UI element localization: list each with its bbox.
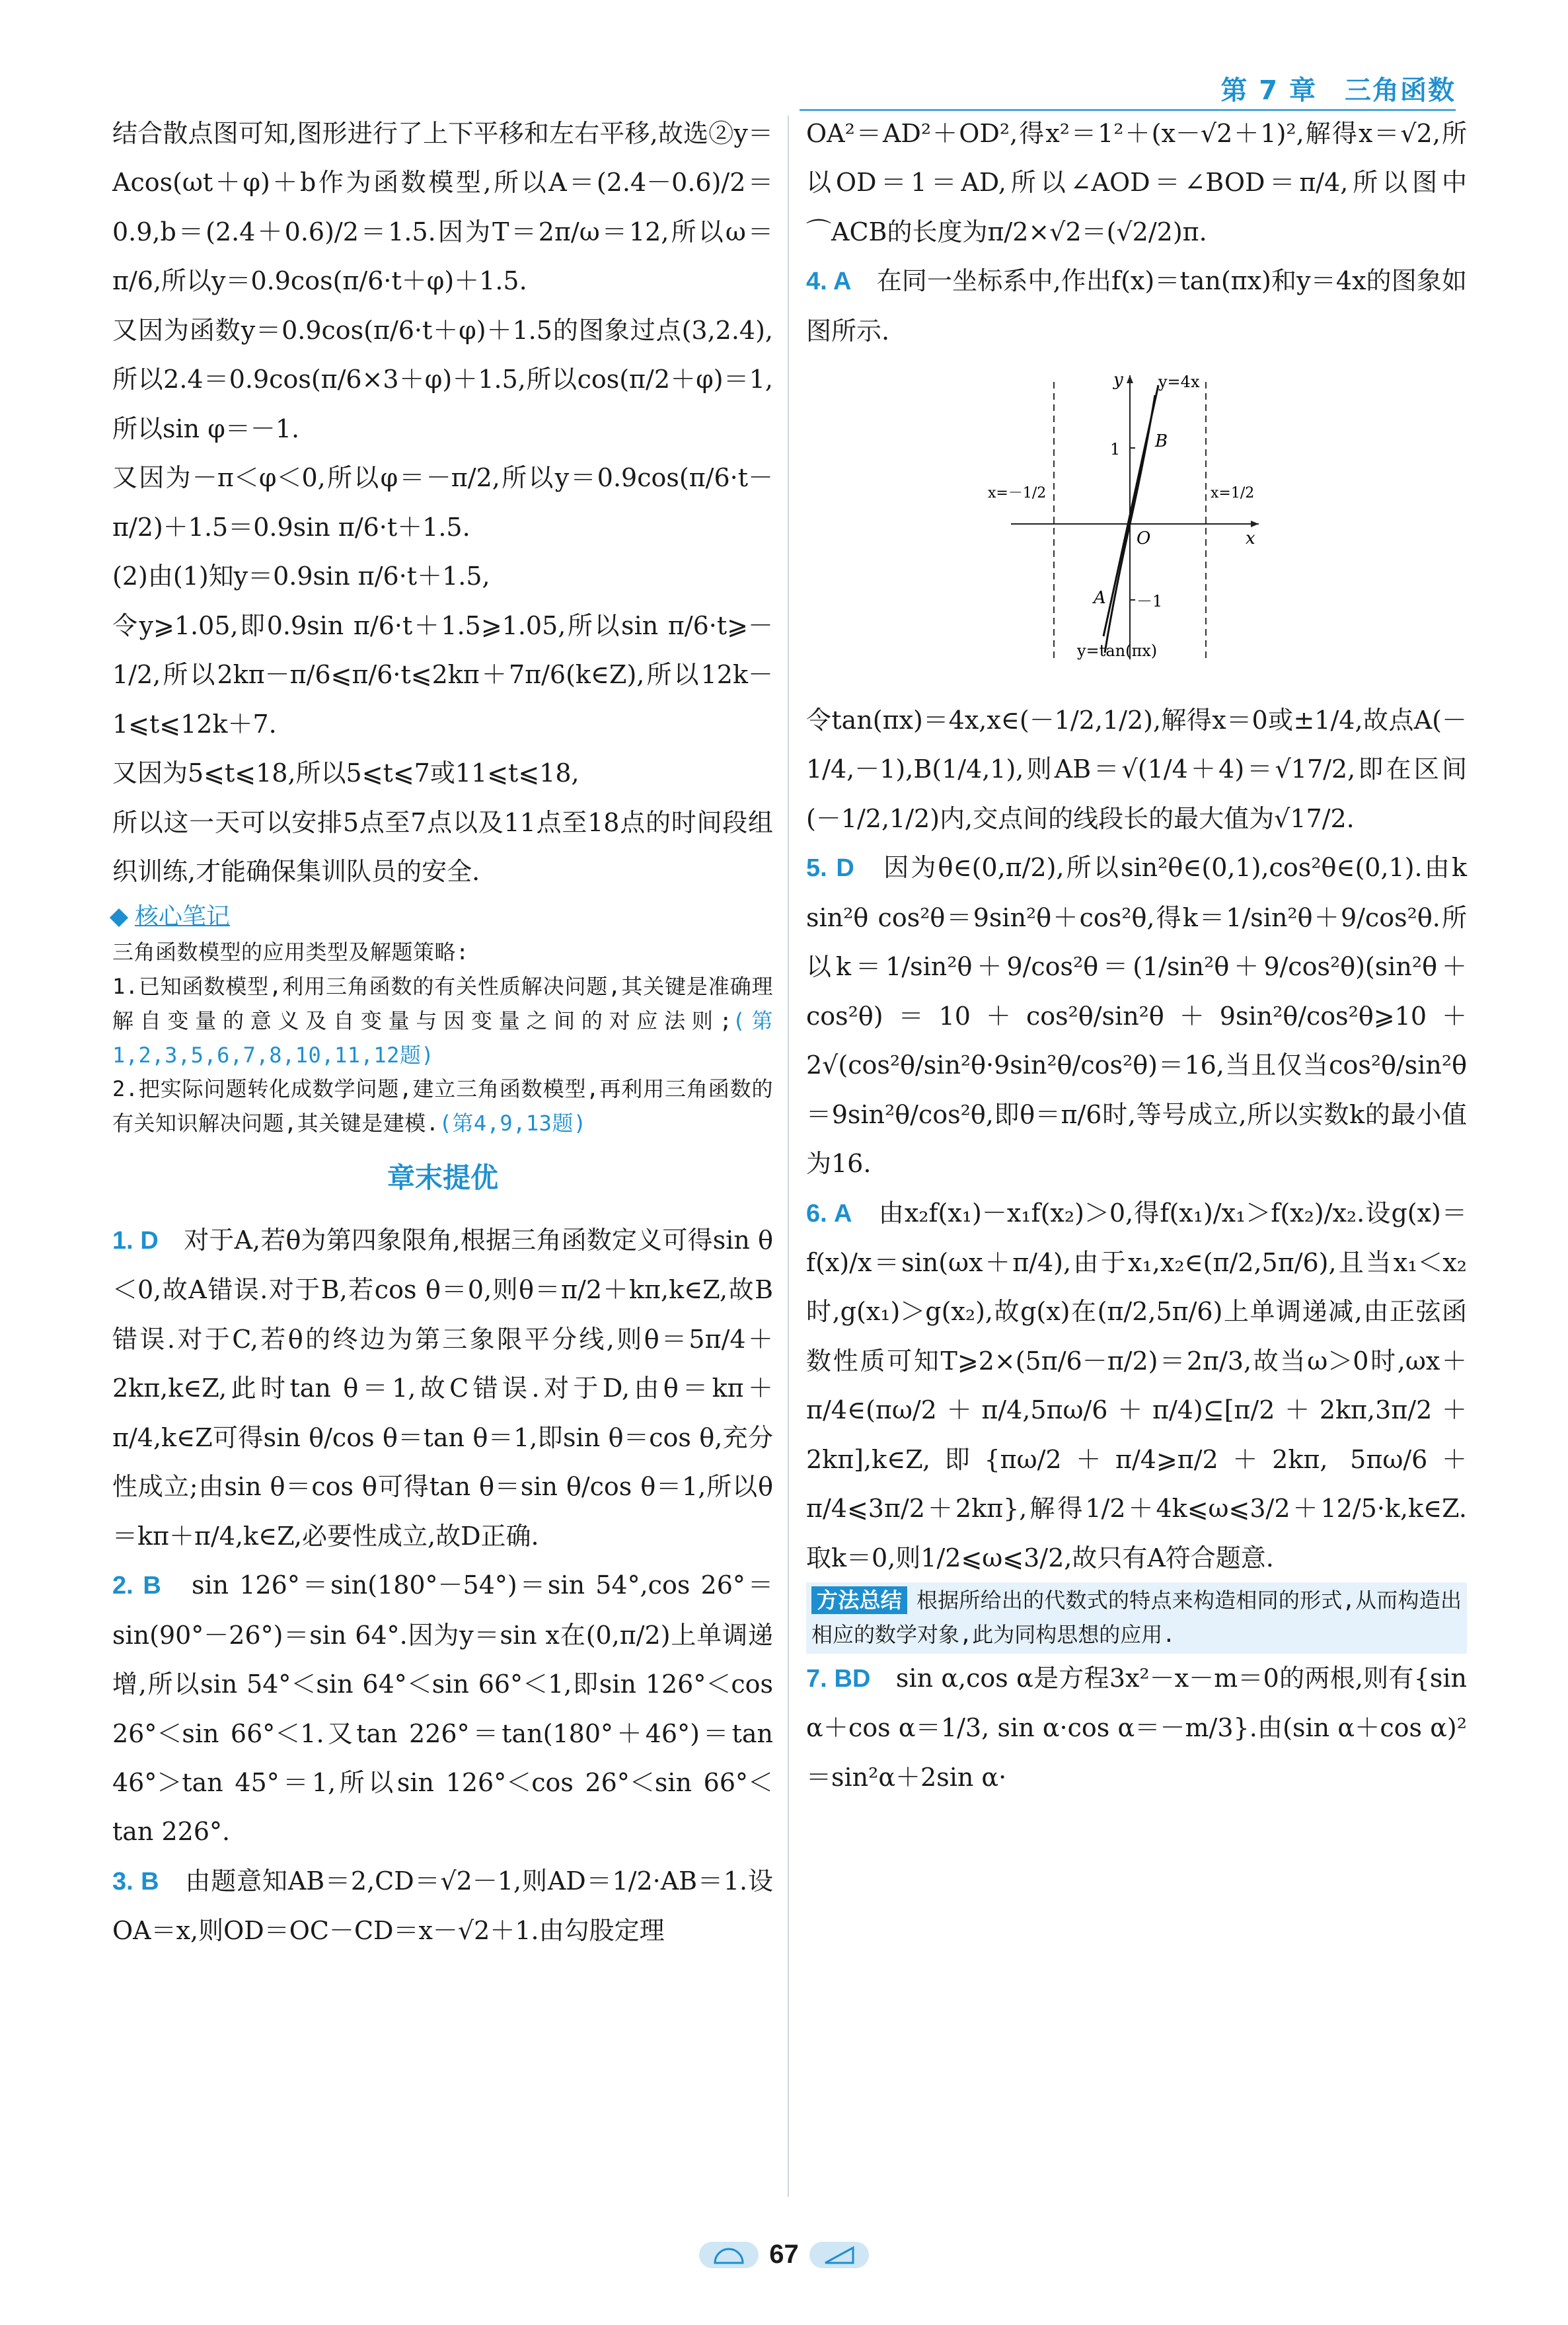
q3-continued: OA²＝AD²＋OD²,得x²＝1²＋(x－√2＋1)²,解得x＝√2,所以OD＝1＝AD,所以∠AOD＝∠BOD＝π/4,所以图中⌒ACB的长度为π/2×√2＝(√2/2)π.	[806, 119, 1467, 246]
q1-answer	[112, 1216, 773, 1561]
left-column	[112, 109, 773, 1956]
y-label: y	[1113, 370, 1123, 390]
method-summary	[806, 1582, 1467, 1654]
x-axis-arrow	[1251, 521, 1259, 527]
chapter-header: 第 7 章 三角函数	[1220, 75, 1456, 106]
core-note-title: 核心笔记	[135, 903, 231, 930]
q7-label: 7. BD	[806, 1664, 871, 1693]
set-square-icon	[809, 2242, 869, 2268]
q4-answer	[806, 256, 1467, 355]
right-asym-label: x=1/2	[1211, 485, 1255, 502]
tan-graph	[806, 362, 1467, 682]
left-asym-label: x=－1/2	[988, 485, 1047, 502]
core-note-body	[112, 936, 773, 1141]
q4-text: 在同一坐标系中,作出f(x)＝tan(πx)和y＝4x的图象如图所示.	[806, 266, 1467, 346]
tick-neg-label: －1	[1137, 592, 1163, 611]
point-a-label: A	[1094, 588, 1106, 609]
q5-label: 5. D	[806, 854, 854, 883]
tan-label: y=tan(πx)	[1077, 642, 1158, 661]
y-axis-arrow	[1127, 375, 1133, 383]
q5-answer	[806, 843, 1467, 1188]
x-label: x	[1246, 529, 1255, 549]
q6-text: 由x₂f(x₁)－x₁f(x₂)＞0,得f(x₁)/x₁＞f(x₂)/x₂.设g(x)＝f(x)/x＝sin(ωx＋π/4),由于x₁,x₂∈(π/2,5π/6),且当x₁＜x₂时,g(x₁)＞g(x₂),故g(x)在(π/2,5π/6)上单调递减,由正弦函数性质可知T⩾2×(5π/6－π/2)＝2π/3,故当ω＞0时,ωx＋π/4∈(πω/2＋π/4,5πω/6＋π/4)⊆[π/2＋2kπ,3π/2＋2kπ],k∈Z,即{πω/2＋π/4⩾π/2＋2kπ, 5πω/6＋π/4⩽3π/2＋2kπ},解得1/2＋4k⩽ω⩽3/2＋12/5·k,k∈Z.取k＝0,则1/2⩽ω⩽3/2,故只有A符合题意.	[806, 1198, 1467, 1572]
protractor-icon	[699, 2242, 759, 2268]
q4-label: 4. A	[806, 268, 852, 296]
core-note-line: 1.已知函数模型,利用三角函数的有关性质解决问题,其关键是准确理解自变量的意义及自变量与因变量之间的对应法则;(第1,2,3,5,6,7,8,10,11,12题)	[112, 973, 773, 1068]
tan-graph-svg	[988, 362, 1269, 666]
q7-text: sin α,cos α是方程3x²－x－m＝0的两根,则有{sin α＋cos α＝1/3, sin α·cos α＝－m/3}.由(sin α＋cos α)²＝sin²α＋2sin α·	[806, 1663, 1467, 1792]
q-solution-part1: 结合散点图可知,图形进行了上下平移和左右平移,故选②y＝Acos(ωt＋φ)＋b作为函数模型,所以A＝(2.4－0.6)/2＝0.9,b＝(2.4＋0.6)/2＝1.5.因为T＝2π/ω＝12,所以ω＝π/6,所以y＝0.9cos(π/6·t＋φ)＋1.5.	[112, 119, 773, 296]
q-solution-part2: 又因为函数y＝0.9cos(π/6·t＋φ)＋1.5的图象过点(3,2.4),所以2.4＝0.9cos(π/6×3＋φ)＋1.5,所以cos(π/2＋φ)＝1,所以sin φ＝－1.	[112, 315, 773, 443]
right-column	[806, 109, 1467, 1802]
q7-answer	[806, 1654, 1467, 1802]
q3-answer	[112, 1857, 773, 1956]
q2-label: 2. B	[112, 1572, 161, 1600]
tick-pos-label: 1	[1110, 440, 1121, 459]
q3-text: 由题意知AB＝2,CD＝√2－1,则AD＝1/2·AB＝1.设OA＝x,则OD＝OC－CD＝x－√2＋1.由勾股定理	[112, 1866, 773, 1946]
section-title: 章末提优	[387, 1162, 498, 1195]
method-text: 根据所给出的代数式的特点来构造相同的形式,从而构造出相应的数学对象,此为同构思想的应用.	[811, 1588, 1462, 1648]
q-solution-part6: 又因为5⩽t⩽18,所以5⩽t⩽7或11⩽t⩽18,	[112, 758, 579, 788]
method-tag: 方法总结	[811, 1586, 907, 1614]
q-solution-part4: (2)由(1)知y＝0.9sin π/6·t＋1.5,	[112, 562, 490, 591]
page-footer	[0, 2240, 1568, 2270]
diamond-icon	[110, 908, 128, 926]
q4-continued: 令tan(πx)＝4x,x∈(－1/2,1/2),解得x＝0或±1/4,故点A(－1/4,－1),B(1/4,1),则AB＝√(1/4＋4)＝√17/2,即在区间(－1/2,1/2)内,交点间的线段长的最大值为√17/2.	[806, 705, 1467, 833]
q6-answer	[806, 1189, 1467, 1583]
core-note-line: 三角函数模型的应用类型及解题策略:	[112, 940, 469, 965]
q1-text: 对于A,若θ为第四象限角,根据三角函数定义可得sin θ＜0,故A错误.对于B,若cos θ＝0,则θ＝π/2＋kπ,k∈Z,故B错误.对于C,若θ的终边为第三象限平分线,则θ＝5π/4＋2kπ,k∈Z,此时tan θ＝1,故C错误.对于D,由θ＝kπ＋π/4,k∈Z可得sin θ/cos θ＝tan θ＝1,即sin θ＝cos θ,充分性成立;由sin θ＝cos θ可得tan θ＝sin θ/cos θ＝1,所以θ＝kπ＋π/4,k∈Z,必要性成立,故D正确.	[112, 1225, 773, 1551]
q5-text: 因为θ∈(0,π/2),所以sin²θ∈(0,1),cos²θ∈(0,1).由k sin²θ cos²θ＝9sin²θ＋cos²θ,得k＝1/sin²θ＋9/cos²θ.所以k＝1/sin²θ＋9/cos²θ＝(1/sin²θ＋9/cos²θ)(sin²θ＋cos²θ)＝10＋cos²θ/sin²θ＋9sin²θ/cos²θ⩾10＋2√(cos²θ/sin²θ·9sin²θ/cos²θ)＝16,当且仅当cos²θ/sin²θ＝9sin²θ/cos²θ,即θ＝π/6时,等号成立,所以实数k的最小值为16.	[806, 853, 1467, 1179]
q-solution-part3: 又因为－π＜φ＜0,所以φ＝－π/2,所以y＝0.9cos(π/6·t－π/2)＋1.5＝0.9sin π/6·t＋1.5.	[112, 463, 773, 542]
origin-label: O	[1137, 529, 1151, 549]
q6-label: 6. A	[806, 1199, 852, 1228]
column-divider	[788, 116, 789, 2197]
q3-label: 3. B	[112, 1867, 159, 1896]
point-b-label: B	[1155, 431, 1168, 452]
q2-text: sin 126°＝sin(180°－54°)＝sin 54°,cos 26°＝sin(90°－26°)＝sin 64°.因为y＝sin x在(0,π/2)上单调递增,所以sin 54°＜sin 64°＜sin 66°＜1,即sin 126°＜cos 26°＜sin 66°＜1.又tan 226°＝tan(180°＋46°)＝tan 46°＞tan 45°＝1,所以sin 126°＜cos 26°＜sin 66°＜tan 226°.	[112, 1570, 773, 1847]
line-label: y=4x	[1158, 373, 1200, 392]
q-solution-part5: 令y⩾1.05,即0.9sin π/6·t＋1.5⩾1.05,所以sin π/6·t⩾－1/2,所以2kπ－π/6⩽π/6·t⩽2kπ＋7π/6(k∈Z),所以12k－1⩽t⩽12k＋7.	[112, 610, 773, 739]
q1-label: 1. D	[112, 1226, 159, 1255]
q2-answer	[112, 1561, 773, 1857]
page-number: 67	[769, 2240, 799, 2269]
core-note-line: 2.把实际问题转化成数学问题,建立三角函数模型,再利用三角函数的有关知识解决问题,其关键是建模.(第4,9,13题)	[112, 1076, 773, 1136]
q-solution-part7: 所以这一天可以安排5点至7点以及11点至18点的时间段组织训练,才能确保集训队员的安全.	[112, 807, 773, 887]
core-note-heading	[112, 898, 773, 936]
core-note-ref: (第4,9,13题)	[439, 1111, 587, 1136]
core-note-ref: (第1,2,3,5,6,7,8,10,11,12题)	[112, 1008, 773, 1068]
